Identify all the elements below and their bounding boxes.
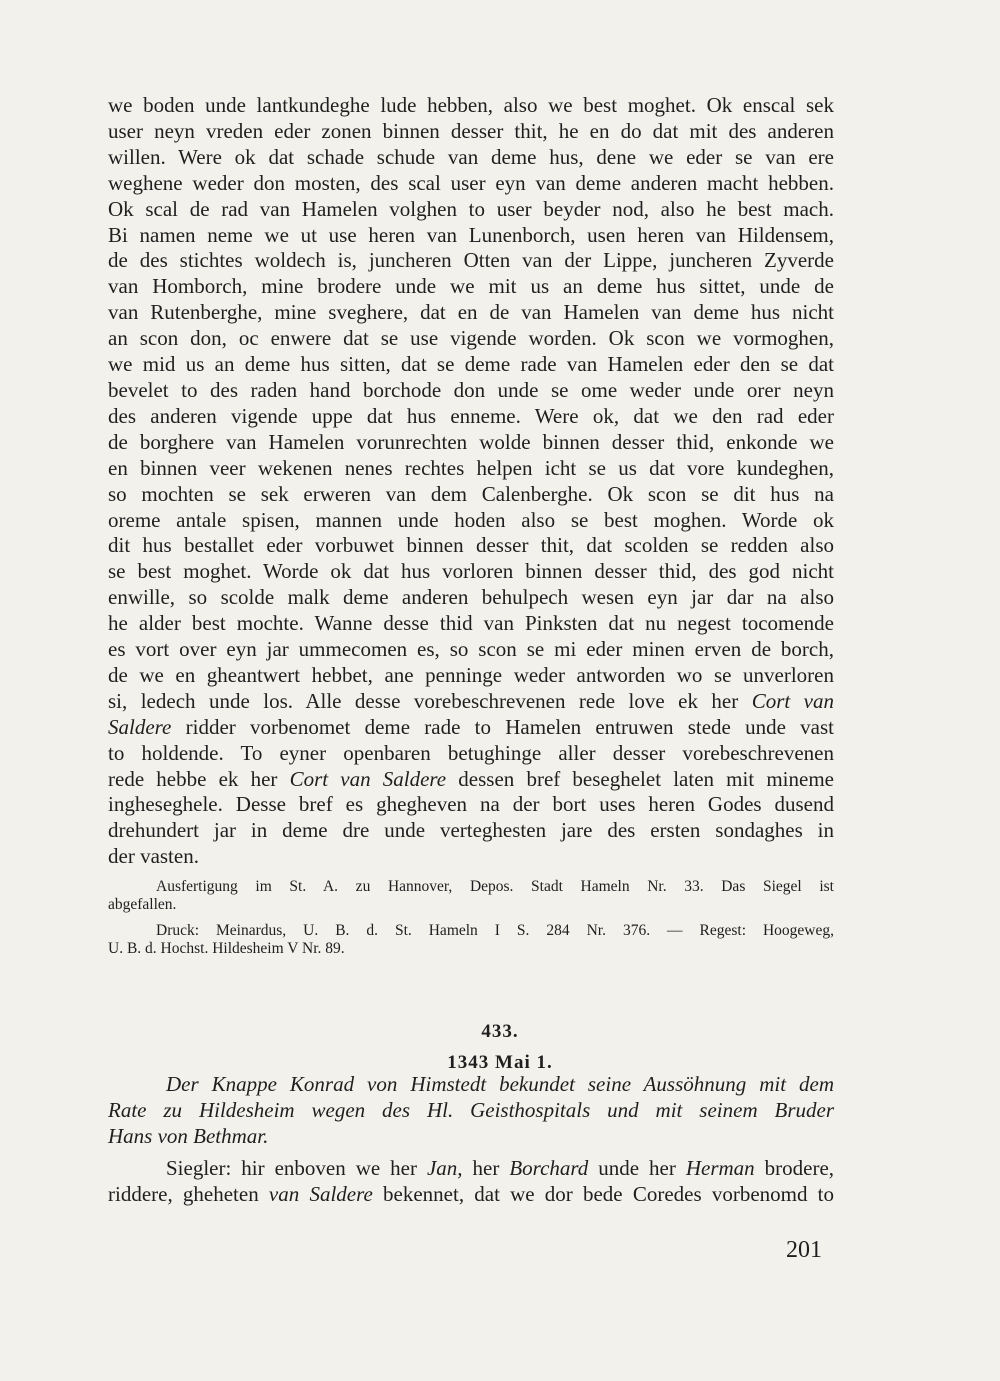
name-italic: Herman: [685, 1155, 755, 1180]
text-fragment: bekennet, dat we dor bede Coredes vorbenomd to: [383, 1181, 835, 1206]
name-italic: van Saldere: [268, 1181, 373, 1206]
page-number: 201: [786, 1237, 822, 1263]
text-line: Bi namen neme we ut use heren van Lunenborch, usen heren van Hildensem,: [108, 222, 834, 247]
name-italic: Saldere: [108, 714, 172, 739]
text-fragment: rede hebbe ek her: [108, 766, 278, 791]
text-line: oreme antale spisen, mannen unde hoden also se best moghen. Worde ok: [108, 507, 834, 532]
name-italic: Borchard: [509, 1155, 589, 1180]
text-line: Ok scal de rad van Hamelen volghen to user beyder nod, also he best mach.: [108, 196, 834, 221]
text-line: he alder best mochte. Wanne desse thid van Pinksten dat nu negest tocomende: [108, 611, 834, 636]
text-fragment: unde her: [598, 1155, 676, 1180]
ausfertigung-note-cont: abgefallen.: [108, 896, 177, 913]
body-line: [108, 1156, 834, 1182]
document-number: 433.: [481, 1021, 519, 1042]
text-line: der vasten.: [108, 844, 199, 869]
text-line: van Rutenberghe, mine sveghere, dat en de van Hamelen van deme hus nicht: [108, 300, 834, 325]
body-line: [108, 1182, 834, 1208]
text-line: weghene weder don mosten, des scal user eyn van deme anderen macht hebben.: [108, 170, 834, 195]
text-line: drehundert jar in deme dre unde verteghesten jare des ersten sondaghes in: [108, 818, 834, 843]
regest-line: Rate zu Hildesheim wegen des Hl. Geisthospitals und mit seinem Bruder: [108, 1097, 834, 1122]
text-line: we mid us an deme hus sitten, dat se deme rade van Hamelen eder den se dat: [108, 352, 834, 377]
text-line: des anderen vigende uppe dat hus enneme. Were ok, dat we den rad eder: [108, 403, 834, 428]
document-date: 1343 Mai 1.: [447, 1052, 553, 1073]
text-line: [108, 715, 834, 741]
text-fragment: dessen bref beseghelet laten mit mineme: [458, 766, 834, 791]
druck-note-cont: U. B. d. Hochst. Hildesheim V Nr. 89.: [108, 940, 345, 957]
regest-line: Der Knappe Konrad von Himstedt bekundet seine Aussöhnung mit dem: [166, 1072, 834, 1096]
text-fragment: Siegler: hir enboven we her: [166, 1155, 417, 1180]
text-line: enwille, so scolde malk deme anderen behulpech wesen eyn jar dar na also: [108, 585, 834, 610]
text-fragment: riddere, gheheten: [108, 1181, 259, 1206]
text-line: ingheseghele. Desse bref es ghegheven na der bort uses heren Godes dusend: [108, 792, 834, 817]
text-line: user neyn vreden eder zonen binnen desser thit, he en do dat mit des anderen: [108, 118, 834, 143]
name-italic: Cort van: [751, 688, 834, 713]
name-italic: Cort van Saldere: [289, 766, 447, 791]
text-line: se best moghet. Worde ok dat hus vorloren binnen desser thid, des god nicht: [108, 559, 834, 584]
text-line: bevelet to des raden hand borchode don unde se ome weder unde orer neyn: [108, 377, 834, 402]
text-line: [108, 689, 834, 715]
text-line: so mochten se sek erweren van dem Calenberghe. Ok scon se dit hus na: [108, 481, 834, 506]
regest-line: Hans von Bethmar.: [108, 1123, 269, 1148]
source-notes: [108, 878, 834, 958]
text-fragment: ridder vorbenomet deme rade to Hamelen entruwen stede unde vast: [185, 714, 834, 739]
text-line: de borghere van Hamelen vorunrechten wolde binnen desser thid, enkonde we: [108, 429, 834, 454]
text-line: [108, 767, 834, 793]
text-line: es vort over eyn jar ummecomen es, so scon se mi eder minen erven de borch,: [108, 637, 834, 662]
text-line: van Homborch, mine brodere unde we mit us an deme hus sittet, unde de: [108, 274, 834, 299]
main-text-block: [108, 93, 834, 870]
text-line: we boden unde lantkundeghe lude hebben, also we best moghet. Ok enscal sek: [108, 93, 834, 117]
name-italic: Jan,: [426, 1155, 463, 1180]
text-fragment: brodere,: [764, 1155, 835, 1180]
text-line: en binnen veer wekenen nenes rechtes helpen icht se us dat vore kundeghen,: [108, 455, 834, 480]
text-line: to holdende. To eyner openbaren betughinge aller desser vorebeschrevenen: [108, 740, 834, 765]
regest-and-body: [108, 1072, 834, 1208]
text-line: willen. Were ok dat schade schude van deme hus, dene we eder se van ere: [108, 144, 834, 169]
text-fragment: si, ledech unde los. Alle desse vorebeschrevenen rede love ek her: [108, 688, 739, 713]
text-line: dit hus bestallet eder vorbuwet binnen desser thit, dat scolden se redden also: [108, 533, 834, 558]
text-line: an scon don, oc enwere dat se use vigende worden. Ok scon we vormoghen,: [108, 326, 834, 351]
ausfertigung-note: Ausfertigung im St. A. zu Hannover, Depos. Stadt Hameln Nr. 33. Das Siegel ist: [156, 878, 834, 895]
druck-note: Druck: Meinardus, U. B. d. St. Hameln I S. 284 Nr. 376. — Regest: Hoogeweg,: [156, 922, 834, 939]
text-line: de des stichtes woldech is, juncheren Otten van der Lippe, juncheren Zyverde: [108, 248, 834, 273]
text-fragment: her: [472, 1155, 500, 1180]
text-line: de we en gheantwert hebbet, ane penninge weder antworden wo se unverloren: [108, 662, 834, 687]
